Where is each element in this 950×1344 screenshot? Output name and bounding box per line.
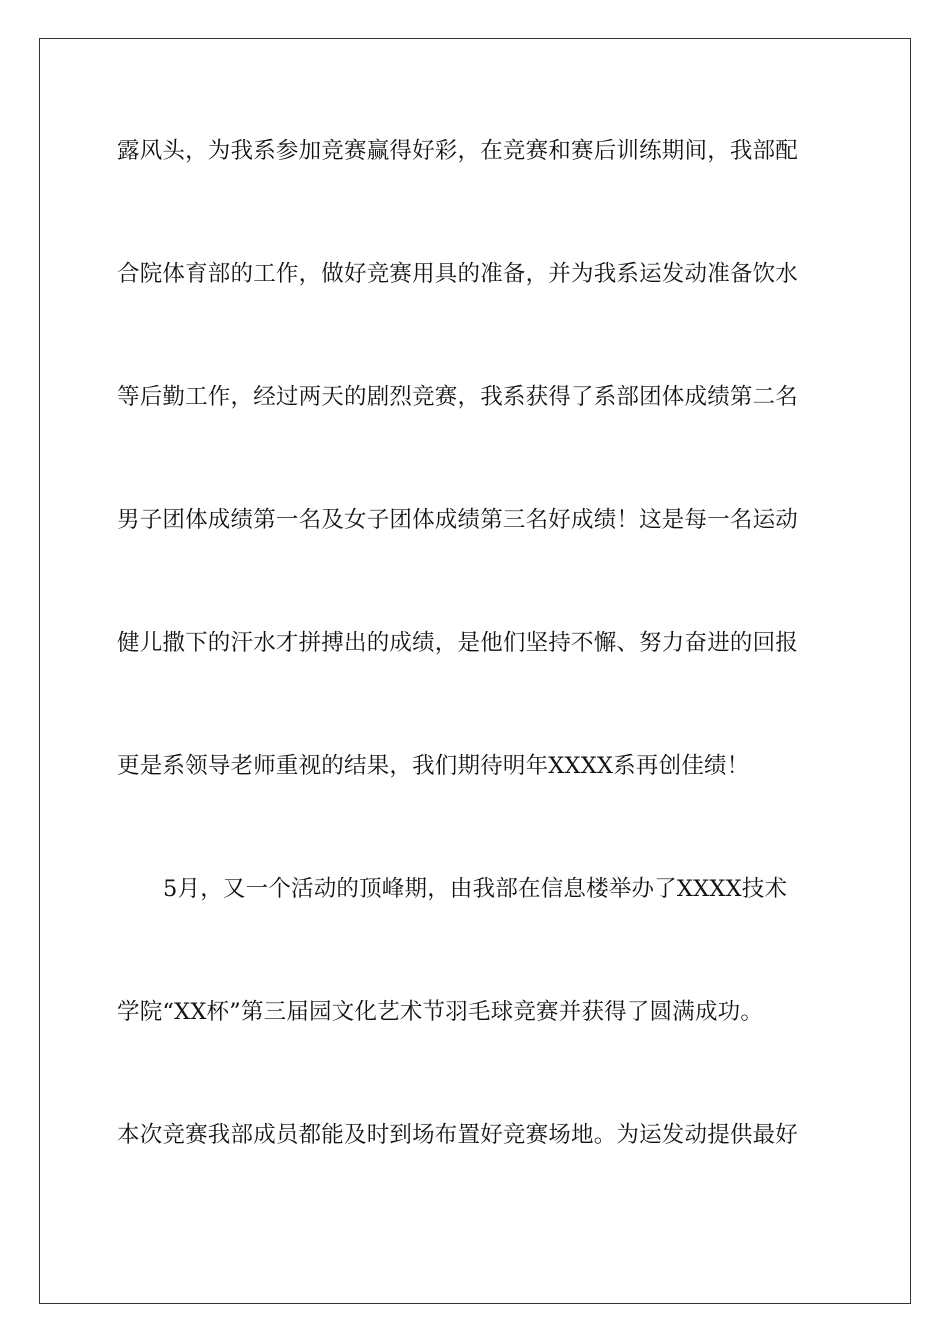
paragraph-line-1: 露风头，为我系参加竞赛赢得好彩，在竞赛和赛后训练期间，我部配: [117, 138, 799, 164]
paragraph-line-3: 等后勤工作，经过两天的剧烈竞赛，我系获得了系部团体成绩第二名: [117, 384, 799, 410]
paragraph-line-7: 5月，又一个活动的顶峰期，由我部在信息楼举办了XXXX技术: [163, 876, 788, 902]
page-frame: [39, 38, 911, 1304]
paragraph-line-6: 更是系领导老师重视的结果，我们期待明年XXXX系再创佳绩！: [117, 753, 750, 779]
paragraph-line-8: 学院“XX杯”第三届园文化艺术节羽毛球竞赛并获得了圆满成功。: [117, 999, 764, 1025]
paragraph-line-5: 健儿撒下的汗水才拼搏出的成绩，是他们坚持不懈、努力奋进的回报: [117, 630, 799, 656]
paragraph-line-2: 合院体育部的工作，做好竞赛用具的准备，并为我系运发动准备饮水: [117, 261, 799, 287]
paragraph-line-9: 本次竞赛我部成员都能及时到场布置好竞赛场地。为运发动提供最好: [117, 1122, 799, 1148]
paragraph-line-4: 男子团体成绩第一名及女子团体成绩第三名好成绩！这是每一名运动: [117, 507, 799, 533]
